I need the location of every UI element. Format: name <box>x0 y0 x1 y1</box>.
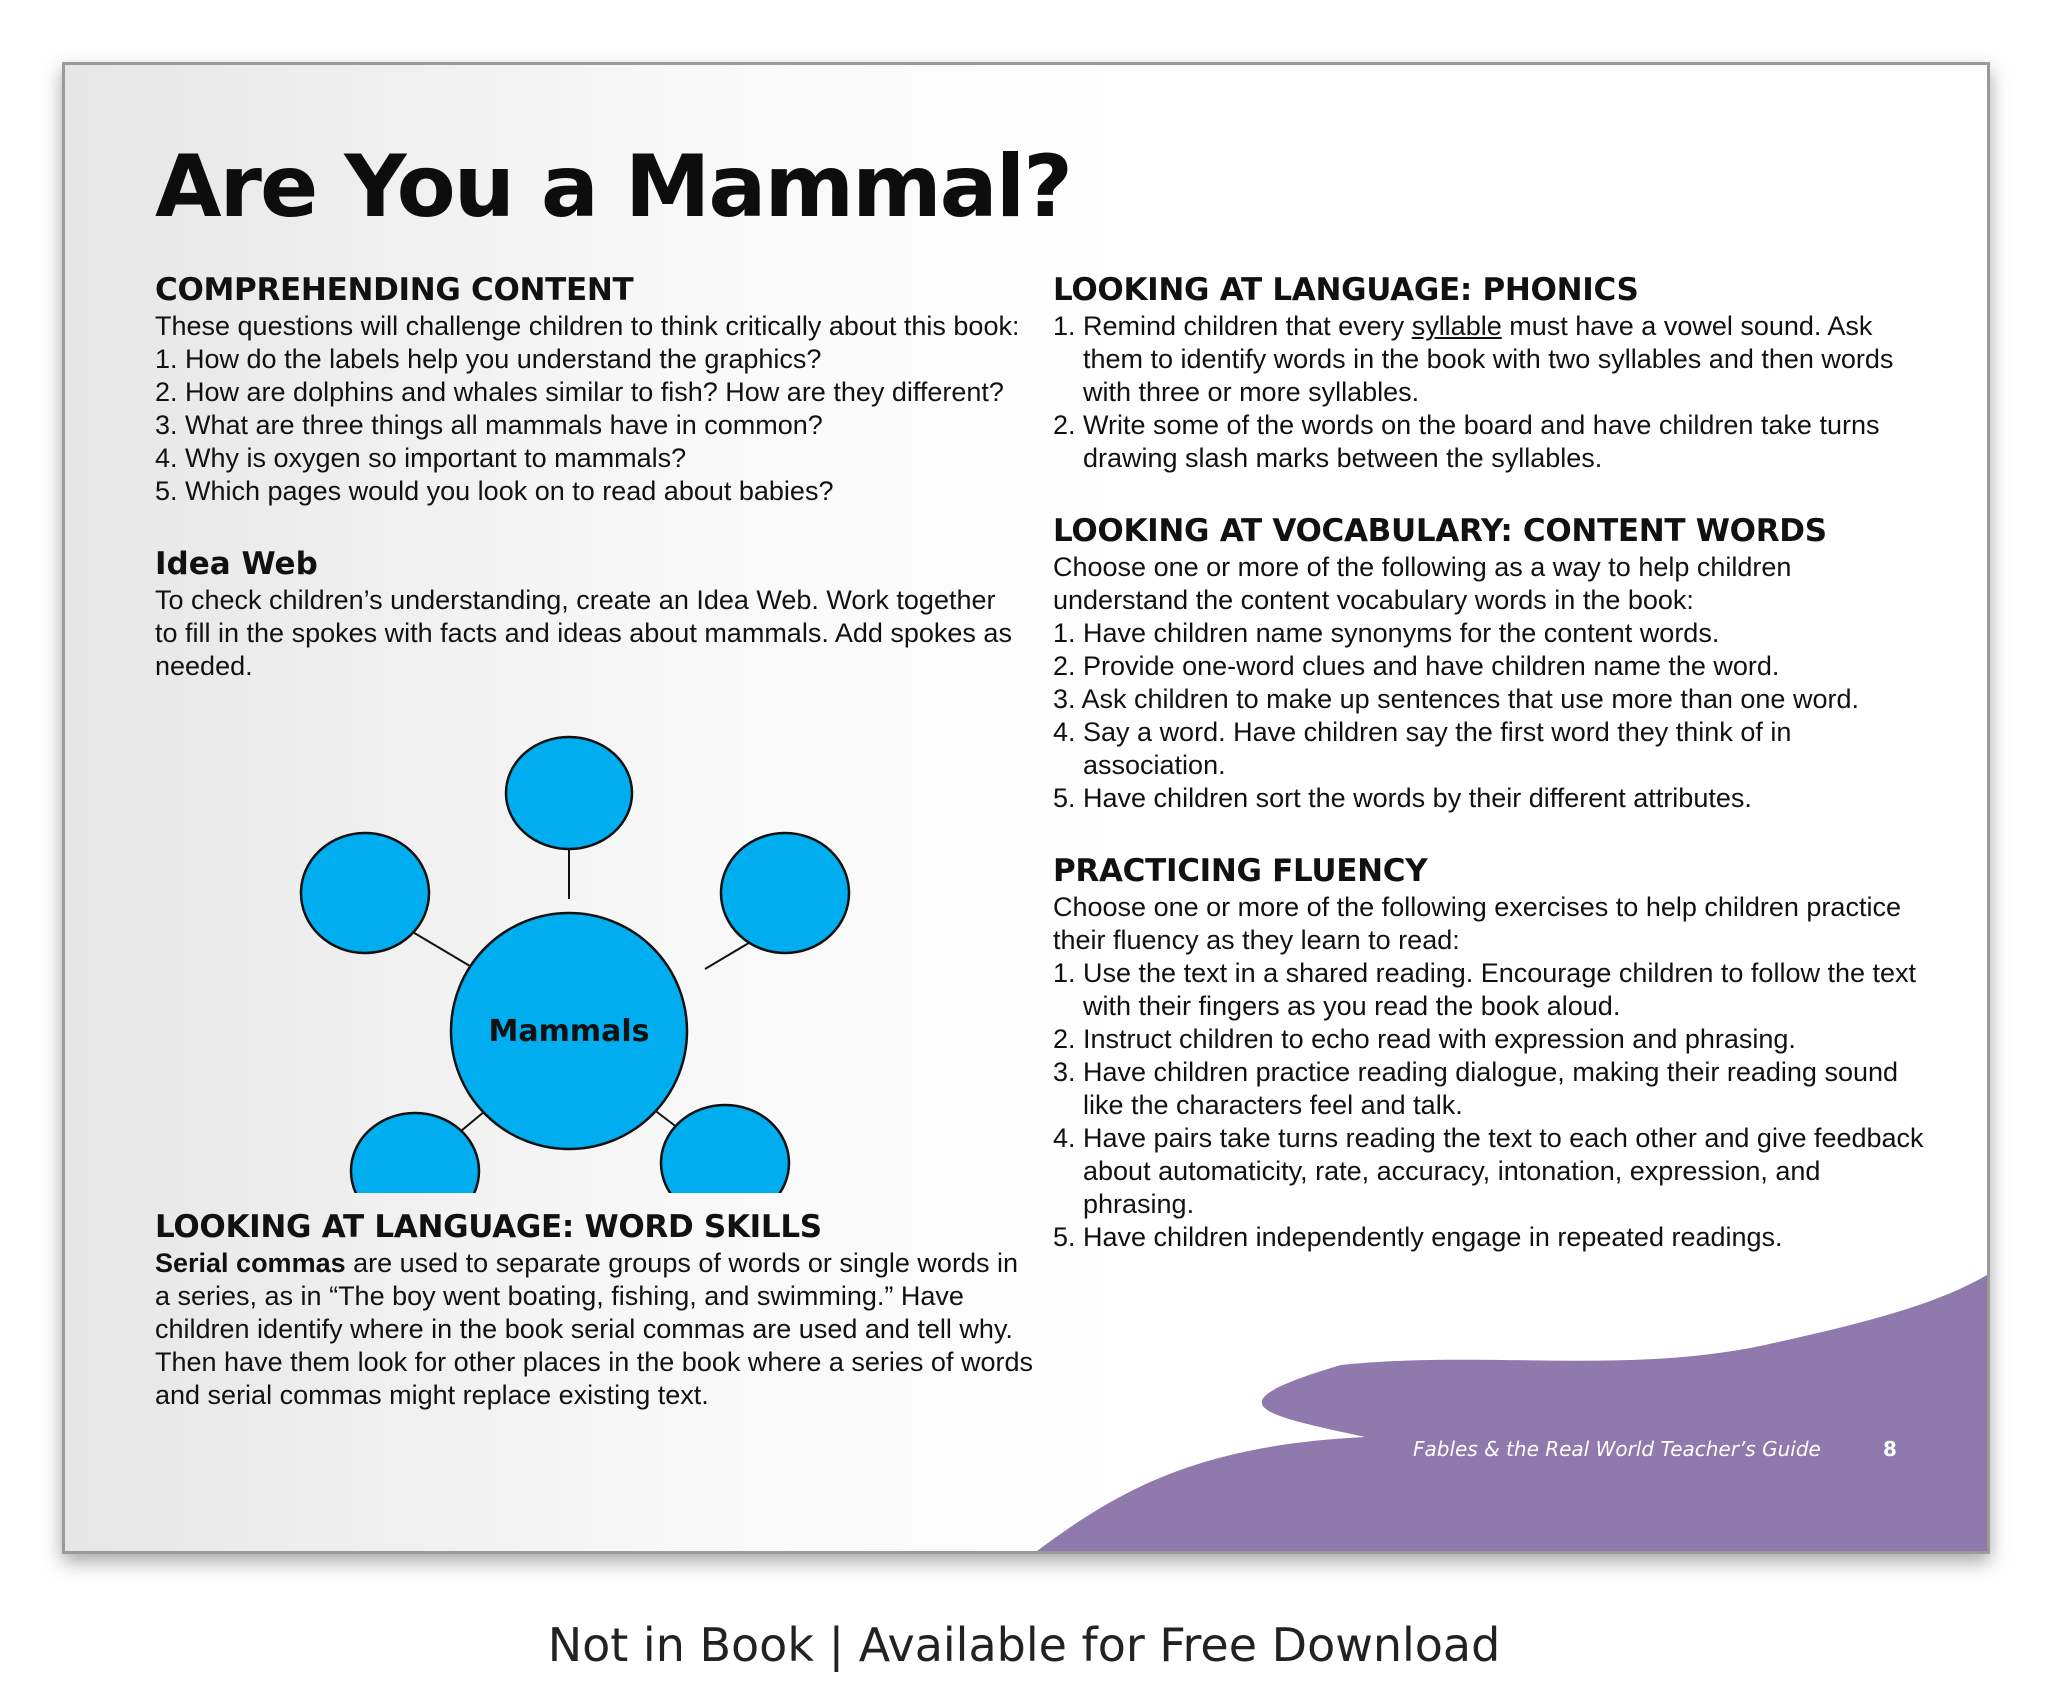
section-text: To check children’s understanding, create an Idea Web. Work together to fill in the spokes with facts and ideas about mammals. Add spokes as needed. <box>155 585 1012 681</box>
worksheet-page <box>62 62 1990 1554</box>
spoke-bubble <box>721 833 849 953</box>
comprehending-content-section <box>155 270 1025 508</box>
question-list <box>155 343 1025 508</box>
section-intro: Choose one or more of the following as a way to help children understand the content vocabulary words in the book: <box>1053 552 1792 615</box>
section-heading: LOOKING AT LANGUAGE: PHONICS <box>1053 272 1639 308</box>
list-item: 1. Remind children that every syllable must have a vowel sound. Ask them to identify words in the book with two syllables and then words with three or more syllables. <box>1053 311 1894 407</box>
section-heading: PRACTICING FLUENCY <box>1053 853 1428 889</box>
section-intro: These questions will challenge children to think critically about this book: <box>155 311 1020 341</box>
vocabulary-section <box>1053 511 1933 815</box>
page-title: Are You a Mammal? <box>155 137 1072 237</box>
list-item: 2. How are dolphins and whales similar to fish? How are they different? <box>155 377 1004 407</box>
word-skills-body: are used to separate groups of words or single words in a series, as in “The boy went boating, fishing, and swimming.” Have children identify where in the book serial commas are used and tell why. Then have them look for other places in the book where a series of words and serial commas might replace existing text. <box>155 1248 1033 1410</box>
footer-guide-title: Fables & the Real World Teacher’s Guide <box>1413 1437 1821 1461</box>
left-column <box>155 270 1025 683</box>
spoke-bubble <box>506 737 632 849</box>
section-text <box>155 1247 1035 1412</box>
vocabulary-list <box>1053 617 1933 815</box>
section-heading: LOOKING AT LANGUAGE: WORD SKILLS <box>155 1209 822 1245</box>
list-item: 3. What are three things all mammals have in common? <box>155 410 823 440</box>
center-label: Mammals <box>488 1014 650 1049</box>
download-caption: Not in Book | Available for Free Download <box>547 1618 1501 1672</box>
spoke-bubble <box>301 833 429 953</box>
idea-web-diagram <box>295 733 855 1193</box>
list-item: 1. Use the text in a shared reading. Encourage children to follow the text with their fingers as you read the book aloud. <box>1053 958 1917 1021</box>
fluency-list <box>1053 957 1933 1254</box>
section-intro: Choose one or more of the following exercises to help children practice their fluency as they learn to read: <box>1053 892 1901 955</box>
list-item: 3. Ask children to make up sentences that use more than one word. <box>1053 684 1859 714</box>
page-number: 8 <box>1883 1437 1897 1461</box>
fluency-section <box>1053 851 1933 1254</box>
list-item: 1. Have children name synonyms for the content words. <box>1053 618 1720 648</box>
phonics-section <box>1053 270 1933 475</box>
word-skills-section <box>155 1207 1035 1412</box>
list-item: 5. Have children independently engage in repeated readings. <box>1053 1222 1783 1252</box>
phonics-list <box>1053 310 1933 475</box>
underlined-word: syllable <box>1411 311 1502 341</box>
section-heading: Idea Web <box>155 546 318 582</box>
list-item: 4. Why is oxygen so important to mammals? <box>155 443 687 473</box>
list-item: 5. Which pages would you look on to read about babies? <box>155 476 834 506</box>
list-item: 3. Have children practice reading dialogue, making their reading sound like the characters feel and talk. <box>1053 1057 1899 1120</box>
bold-term: Serial commas <box>155 1248 346 1278</box>
section-heading: COMPREHENDING CONTENT <box>155 272 634 308</box>
list-item: 4. Say a word. Have children say the first word they think of in association. <box>1053 717 1792 780</box>
spoke-bubble <box>351 1113 479 1193</box>
spoke-line <box>411 931 475 969</box>
list-item: 1. How do the labels help you understand the graphics? <box>155 344 822 374</box>
list-item: 4. Have pairs take turns reading the text to each other and give feedback about automaticity, rate, accuracy, intonation, expression, and phrasing. <box>1053 1123 1924 1219</box>
list-item: 2. Provide one-word clues and have children name the word. <box>1053 651 1780 681</box>
list-item: 2. Instruct children to echo read with expression and phrasing. <box>1053 1024 1796 1054</box>
section-heading: LOOKING AT VOCABULARY: CONTENT WORDS <box>1053 513 1827 549</box>
list-item: 2. Write some of the words on the board and have children take turns drawing slash marks between the syllables. <box>1053 410 1880 473</box>
right-column <box>1053 270 1933 1254</box>
list-item: 5. Have children sort the words by their different attributes. <box>1053 783 1752 813</box>
spoke-bubble <box>661 1105 789 1193</box>
idea-web-section <box>155 544 1025 683</box>
